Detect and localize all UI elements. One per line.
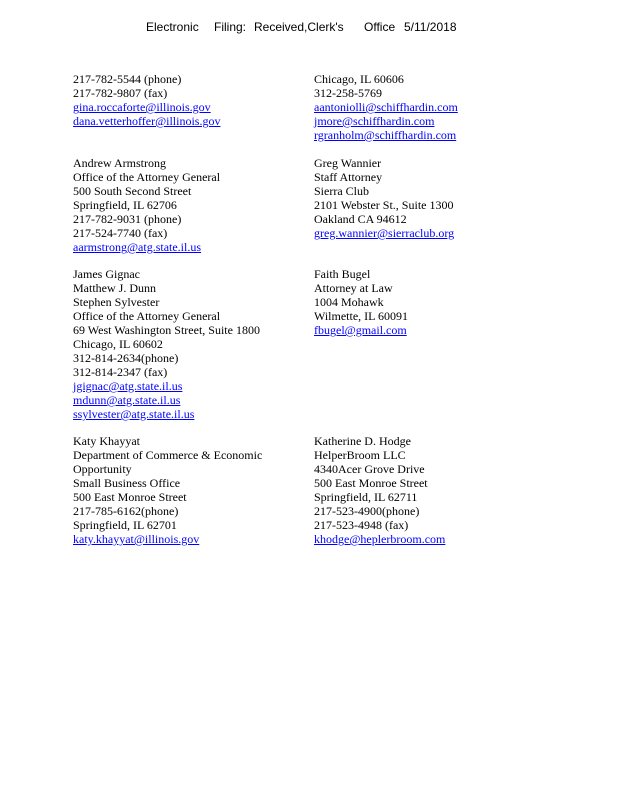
contact-line: Small Business Office — [73, 476, 181, 490]
email-link[interactable]: aantoniolli@schiffhardin.com — [314, 100, 458, 114]
contact-line: Office of the Attorney General — [73, 170, 221, 184]
contact-line: Opportunity — [73, 462, 132, 476]
contact-line: 217-524-7740 (fax) — [73, 226, 168, 240]
contact-line: Oakland CA 94612 — [314, 212, 407, 226]
contact-block-1-left — [73, 72, 220, 128]
contact-name: Faith Bugel — [314, 267, 371, 281]
contact-line: Springfield, IL 62701 — [73, 518, 177, 532]
contact-line: 217-782-9031 (phone) — [73, 212, 182, 226]
contact-line: Springfield, IL 62711 — [314, 490, 418, 504]
contact-name: Stephen Sylvester — [73, 295, 160, 309]
contact-line: 217-523-4948 (fax) — [314, 518, 409, 532]
contact-line: 312-814-2634(phone) — [73, 351, 179, 365]
contact-name: James Gignac — [73, 267, 140, 281]
contact-line: 500 East Monroe Street — [314, 476, 428, 490]
contact-line: Staff Attorney — [314, 170, 383, 184]
email-link[interactable]: khodge@heplerbroom.com — [314, 532, 446, 546]
contact-block-2-left — [73, 156, 220, 254]
header-electronic: Electronic — [146, 20, 199, 34]
contact-name: Andrew Armstrong — [73, 156, 166, 170]
email-link[interactable]: katy.khayyat@illinois.gov — [73, 532, 200, 546]
contact-line: 217-782-5544 (phone) — [73, 72, 182, 86]
contact-line: 69 West Washington Street, Suite 1800 — [73, 323, 260, 337]
email-link[interactable]: mdunn@atg.state.il.us — [73, 393, 181, 407]
contact-line: Wilmette, IL 60091 — [314, 309, 409, 323]
contact-line: 500 East Monroe Street — [73, 490, 187, 504]
contact-line: 312-258-5769 — [314, 86, 382, 100]
email-link[interactable]: aarmstrong@atg.state.il.us — [73, 240, 202, 254]
header-date: 5/11/2018 — [404, 20, 457, 34]
contact-name: Matthew J. Dunn — [73, 281, 156, 295]
contact-line: 217-523-4900(phone) — [314, 504, 420, 518]
header-received: Received,Clerk's — [254, 20, 344, 34]
contact-block-4-left — [73, 434, 262, 546]
contact-line: HelperBroom LLC — [314, 448, 406, 462]
email-link[interactable]: rgranholm@schiffhardin.com — [314, 128, 457, 142]
contact-line: 2101 Webster St., Suite 1300 — [314, 198, 454, 212]
contact-line: 1004 Mohawk — [314, 295, 384, 309]
email-link[interactable]: gina.roccaforte@illinois.gov — [73, 100, 211, 114]
email-link[interactable]: greg.wannier@sierraclub.org — [314, 226, 455, 240]
contact-line: Sierra Club — [314, 184, 369, 198]
contact-block-3-left — [73, 267, 260, 421]
header-filing: Filing: — [214, 20, 247, 34]
email-link[interactable]: jmore@schiffhardin.com — [314, 114, 435, 128]
contact-line: 312-814-2347 (fax) — [73, 365, 168, 379]
contact-block-2-right — [314, 156, 454, 240]
contact-line: Springfield, IL 62706 — [73, 198, 177, 212]
contact-line: Chicago, IL 60602 — [73, 337, 163, 351]
email-link[interactable]: jgignac@atg.state.il.us — [73, 379, 183, 393]
contact-line: Department of Commerce & Economic — [73, 448, 263, 462]
contact-block-1-right — [314, 72, 458, 142]
contact-block-3-right — [314, 267, 408, 337]
contact-line: 217-782-9807 (fax) — [73, 86, 168, 100]
contact-line: 500 South Second Street — [73, 184, 192, 198]
contact-line: Attorney at Law — [314, 281, 393, 295]
contact-line: 217-785-6162(phone) — [73, 504, 179, 518]
email-link[interactable]: ssylvester@atg.state.il.us — [73, 407, 195, 421]
contact-name: Katy Khayyat — [73, 434, 140, 448]
filing-header — [146, 20, 457, 34]
email-link[interactable]: fbugel@gmail.com — [314, 323, 407, 337]
contact-line: Office of the Attorney General — [73, 309, 221, 323]
contact-name: Greg Wannier — [314, 156, 382, 170]
contact-name: Katherine D. Hodge — [314, 434, 411, 448]
header-office: Office — [364, 20, 396, 34]
contact-block-4-right — [314, 434, 445, 546]
contact-line: Chicago, IL 60606 — [314, 72, 404, 86]
email-link[interactable]: dana.vetterhoffer@illinois.gov — [73, 114, 221, 128]
contact-line: 4340Acer Grove Drive — [314, 462, 425, 476]
